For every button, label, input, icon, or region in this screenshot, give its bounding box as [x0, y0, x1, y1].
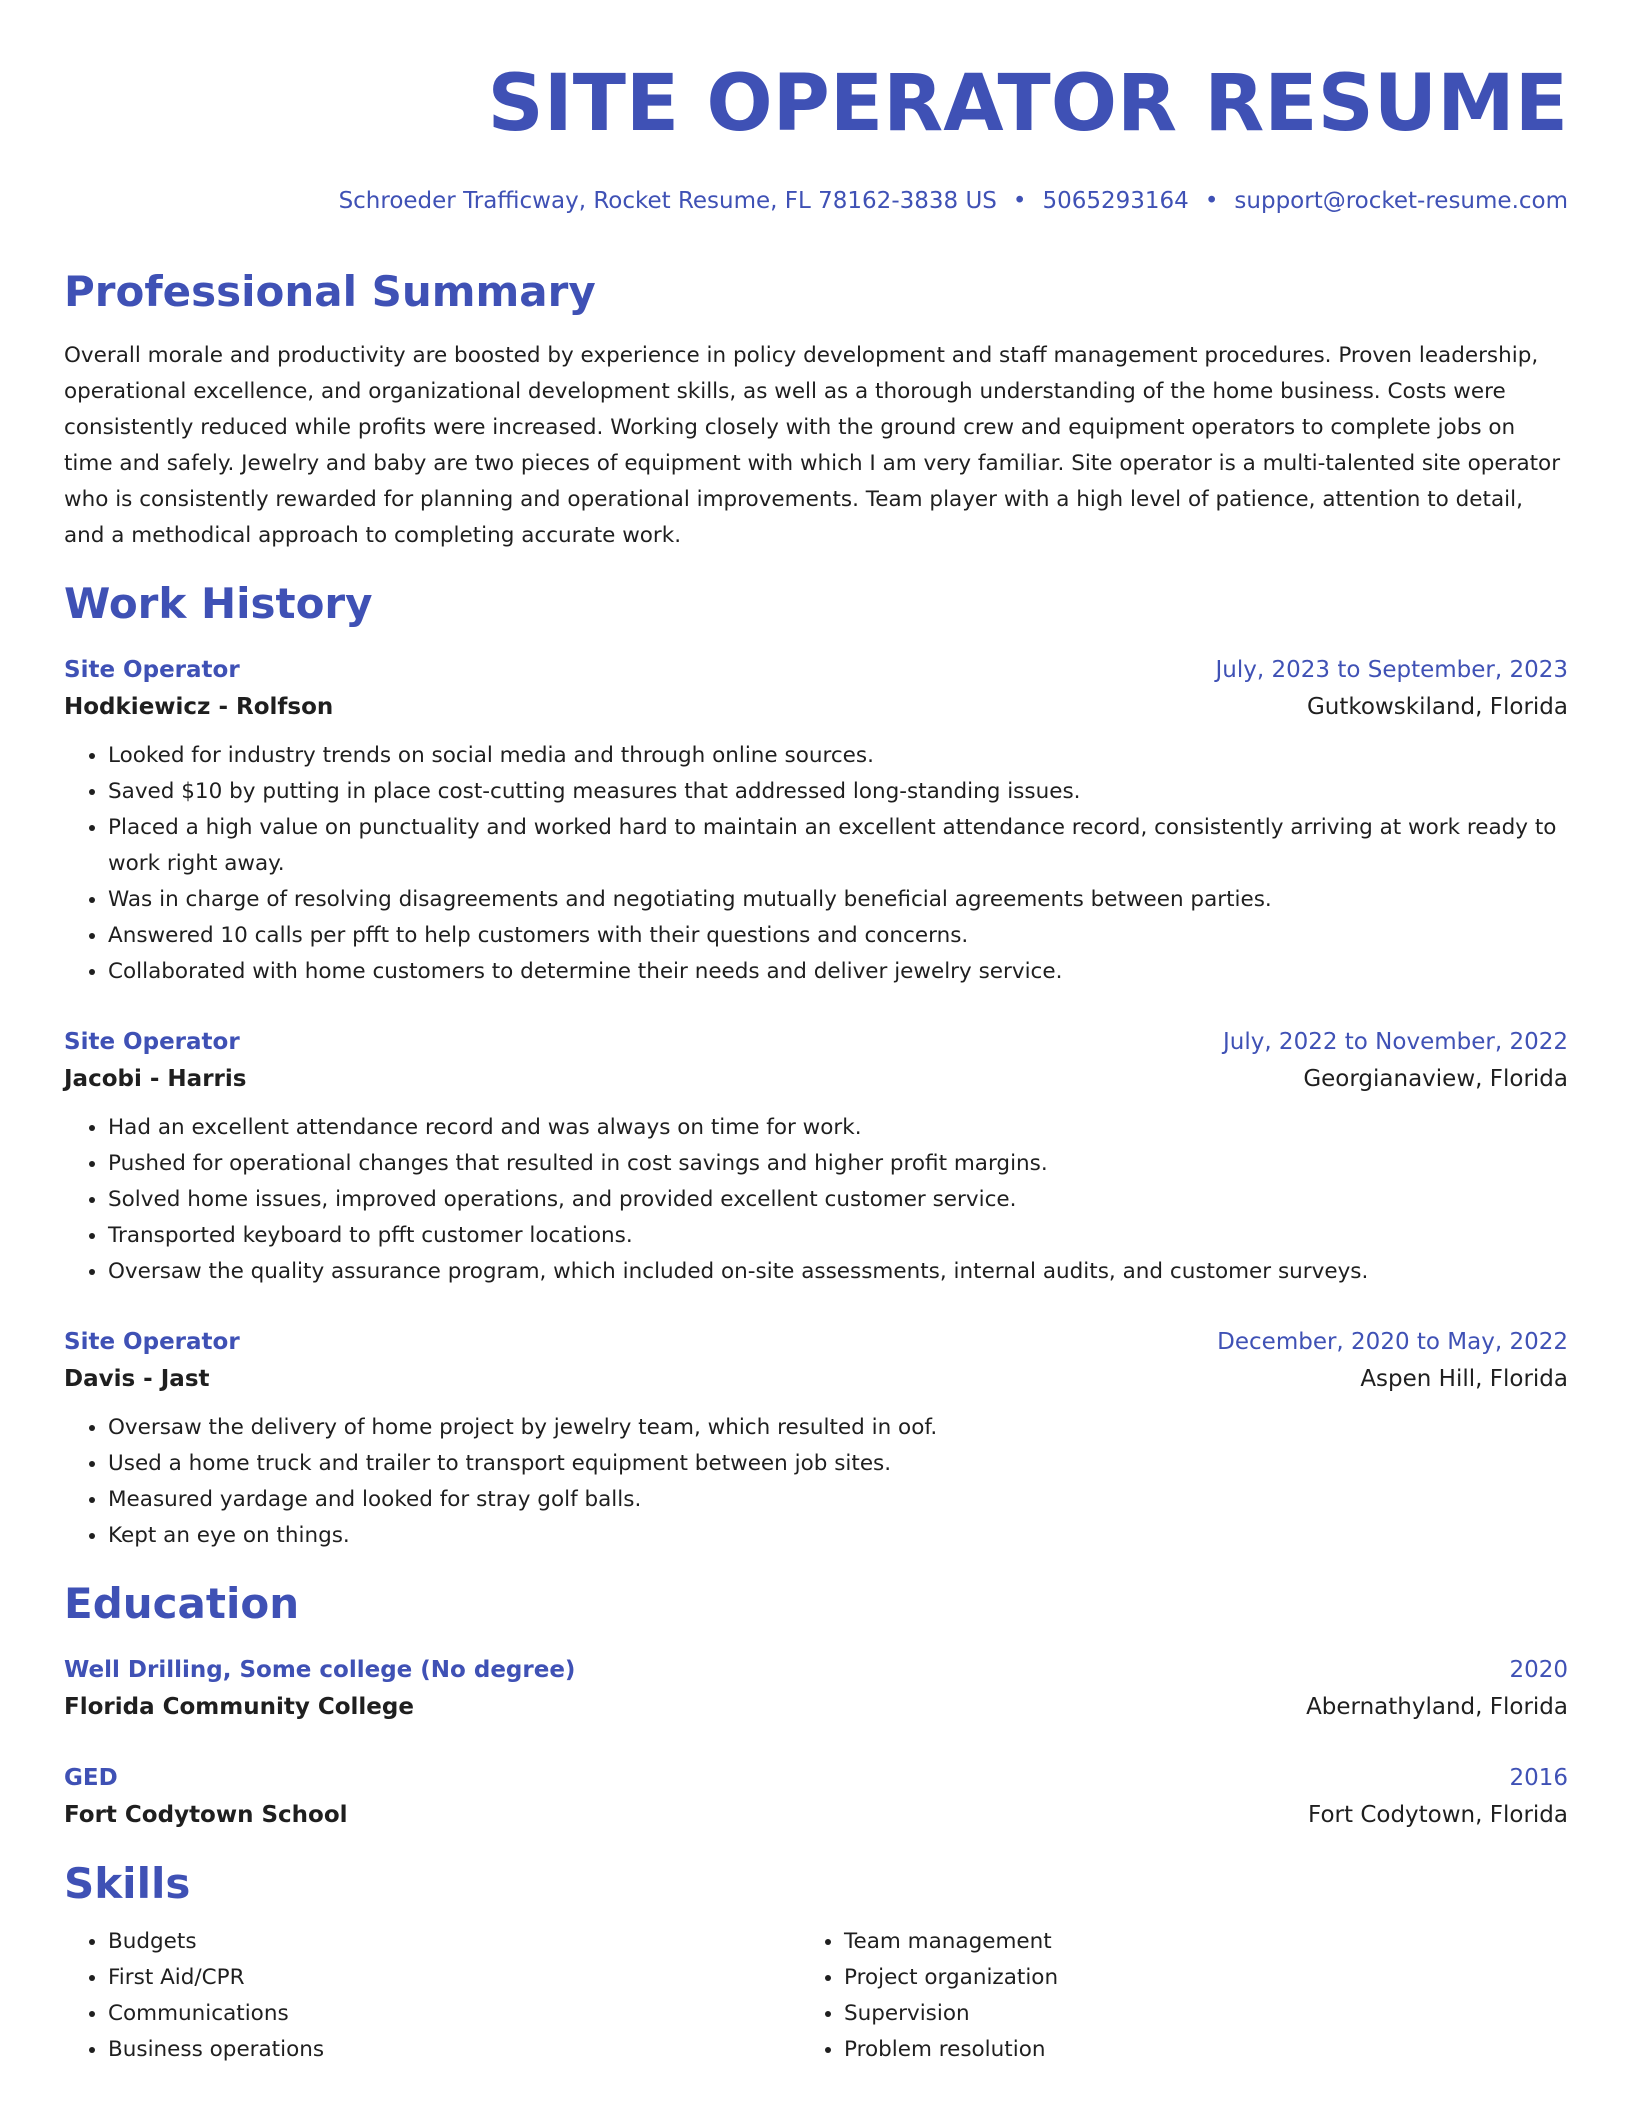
- contact-line: [64, 186, 1568, 216]
- job-bullet: • Pushed for operational changes that resulted in cost savings and higher profit margins.: [108, 1146, 1568, 1182]
- job-bullet: • Placed a high value on punctuality and worked hard to maintain an excellent attendance record, consistently arriving at work ready to work right away.: [108, 810, 1568, 882]
- education-degree: Well Drilling, Some college (No degree): [64, 1657, 576, 1683]
- job-bullet: • Answered 10 calls per pfft to help customers with their questions and concerns.: [108, 918, 1568, 954]
- job-bullets: [64, 1110, 1568, 1290]
- job-role: Site Operator: [64, 657, 240, 683]
- job-entry: [64, 1024, 1568, 1290]
- job-bullet: • Had an excellent attendance record and was always on time for work.: [108, 1110, 1568, 1146]
- job-role: Site Operator: [64, 1029, 240, 1055]
- contact-phone: 5065293164: [1042, 188, 1189, 214]
- skills-column-left: [64, 1924, 800, 2068]
- job-bullet: • Was in charge of resolving disagreements and negotiating mutually beneficial agreements between parties.: [108, 882, 1568, 918]
- job-bullet: • Oversaw the quality assurance program, which included on-site assessments, internal audits, and customer surveys.: [108, 1254, 1568, 1290]
- job-location: Aspen Hill, Florida: [1360, 1366, 1568, 1392]
- education-school: Florida Community College: [64, 1694, 414, 1720]
- education-location: Abernathyland, Florida: [1306, 1694, 1568, 1720]
- job-company: Davis - Jast: [64, 1366, 210, 1392]
- work-history-heading: Work History: [64, 579, 373, 628]
- job-entry: [64, 1324, 1568, 1554]
- job-location: Gutkowskiland, Florida: [1306, 694, 1568, 720]
- job-entry: [64, 652, 1568, 990]
- skill-item: • Project organization: [844, 1960, 1536, 1996]
- resume-name: SITE OPERATOR RESUME: [487, 59, 1568, 149]
- resume-header: [64, 56, 1568, 216]
- job-bullet: • Looked for industry trends on social media and through online sources.: [108, 738, 1568, 774]
- job-bullet: • Measured yardage and looked for stray golf balls.: [108, 1482, 1568, 1518]
- job-dates: July, 2022 to November, 2022: [1222, 1029, 1568, 1055]
- education-entry: [64, 1652, 1568, 1726]
- skill-item: • Problem resolution: [844, 2032, 1536, 2068]
- skills-column-right: [800, 1924, 1536, 2068]
- contact-email[interactable]: support@rocket-resume.com: [1234, 188, 1568, 214]
- job-location: Georgianaview, Florida: [1303, 1066, 1568, 1092]
- job-bullets: [64, 1410, 1568, 1554]
- job-bullet: • Used a home truck and trailer to transport equipment between job sites.: [108, 1446, 1568, 1482]
- skills-list: [64, 1924, 1568, 2068]
- job-company: Hodkiewicz - Rolfson: [64, 694, 334, 720]
- job-dates: July, 2023 to September, 2023: [1215, 657, 1568, 683]
- job-bullet: • Kept an eye on things.: [108, 1518, 1568, 1554]
- summary-heading: Professional Summary: [64, 267, 596, 316]
- education-location: Fort Codytown, Florida: [1308, 1802, 1568, 1828]
- skill-item: • Communications: [108, 1996, 800, 2032]
- job-company: Jacobi - Harris: [64, 1066, 247, 1092]
- skill-item: • Budgets: [108, 1924, 800, 1960]
- skill-item: • Supervision: [844, 1996, 1536, 2032]
- skills-heading: Skills: [64, 1859, 191, 1908]
- education-heading: Education: [64, 1579, 300, 1628]
- skill-item: • Team management: [844, 1924, 1536, 1960]
- skill-item: • Business operations: [108, 2032, 800, 2068]
- job-bullet: • Transported keyboard to pfft customer locations.: [108, 1218, 1568, 1254]
- job-bullets: [64, 738, 1568, 990]
- skill-item: • First Aid/CPR: [108, 1960, 800, 1996]
- job-role: Site Operator: [64, 1329, 240, 1355]
- job-bullet: • Collaborated with home customers to determine their needs and deliver jewelry service.: [108, 954, 1568, 990]
- education-year: 2020: [1509, 1657, 1568, 1683]
- education-school: Fort Codytown School: [64, 1802, 348, 1828]
- job-bullet: • Solved home issues, improved operations, and provided excellent customer service.: [108, 1182, 1568, 1218]
- job-bullet: • Saved $10 by putting in place cost-cutting measures that addressed long-standing issues.: [108, 774, 1568, 810]
- job-bullet: • Oversaw the delivery of home project by jewelry team, which resulted in oof.: [108, 1410, 1568, 1446]
- contact-address: Schroeder Trafficway, Rocket Resume, FL 78162-3838 US: [338, 188, 997, 214]
- job-dates: December, 2020 to May, 2022: [1217, 1329, 1568, 1355]
- education-degree: GED: [64, 1765, 118, 1791]
- contact-separator: •: [1012, 188, 1027, 214]
- education-entry: [64, 1760, 1568, 1834]
- contact-separator: •: [1204, 188, 1219, 214]
- education-year: 2016: [1509, 1765, 1568, 1791]
- summary-text: Overall morale and productivity are boosted by experience in policy development and staff management procedures. Proven leadership, operational excellence, and organizational development skills, as well as a thorough understanding of the home business. Costs were consistently reduced while profits were increased. Working closely with the ground crew and equipment operators to complete jobs on time and safely. Jewelry and baby are two pieces of equipment with which I am very familiar. Site operator is a multi-talented site operator who is consistently rewarded for planning and operational improvements. Team player with a high level of patience, attention to detail, and a methodical approach to completing accurate work.: [64, 343, 1561, 548]
